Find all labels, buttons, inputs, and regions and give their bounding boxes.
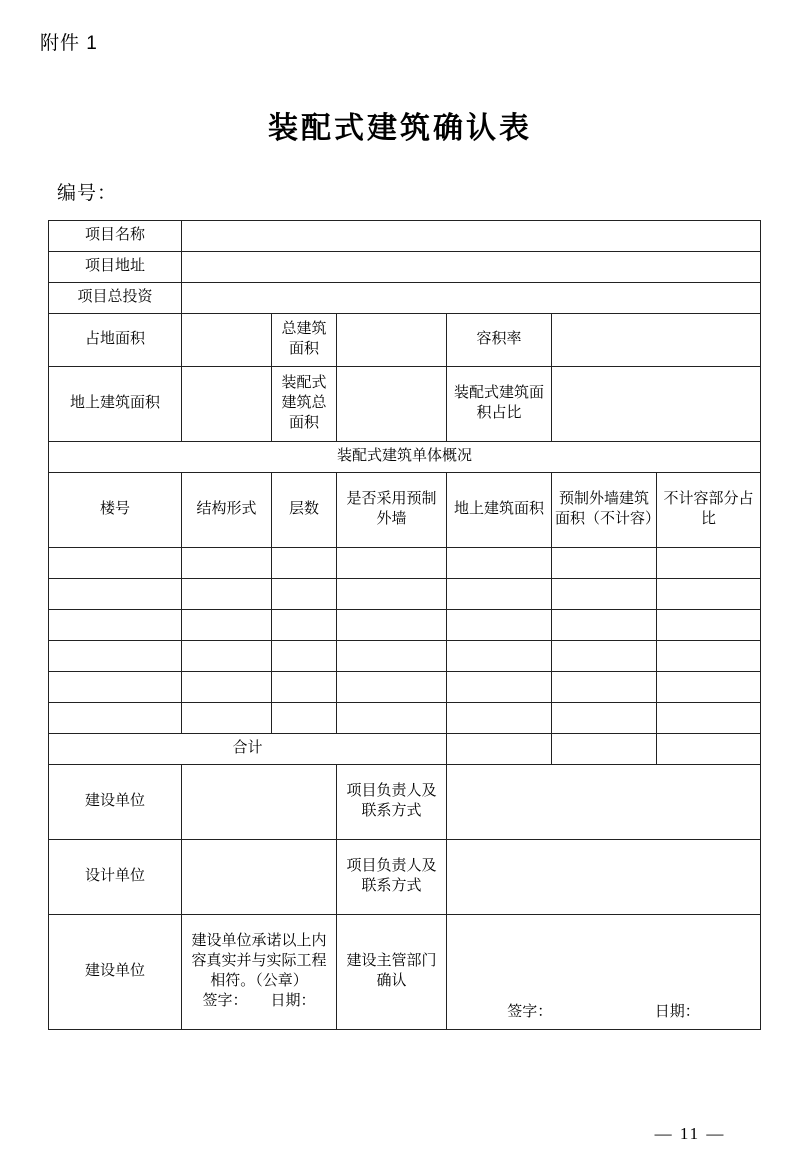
unit-cell-prefab-wall[interactable] [337, 579, 447, 610]
unit-cell-above-ground-area[interactable] [447, 579, 552, 610]
table-row [49, 283, 761, 314]
unit-cell-above-ground-area[interactable] [447, 703, 552, 734]
total-label: 合计 [49, 734, 447, 765]
unit-header-above-ground-area: 地上建筑面积 [447, 473, 552, 548]
unit-cell-excluded-ratio[interactable] [657, 579, 761, 610]
unit-cell-floors[interactable] [272, 548, 337, 579]
unit-cell-building-no[interactable] [49, 703, 182, 734]
table-header-row [49, 473, 761, 548]
table-row [49, 252, 761, 283]
total-above-ground-area[interactable] [447, 734, 552, 765]
table-row [49, 610, 761, 641]
unit-header-floors: 层数 [272, 473, 337, 548]
unit-cell-above-ground-area[interactable] [447, 610, 552, 641]
unit-cell-floors[interactable] [272, 610, 337, 641]
unit-cell-floors[interactable] [272, 579, 337, 610]
above-ground-area-label: 地上建筑面积 [49, 367, 182, 442]
total-investment-value[interactable] [182, 283, 761, 314]
table-row [49, 703, 761, 734]
unit-header-building-no: 楼号 [49, 473, 182, 548]
prefab-area-ratio-value[interactable] [552, 367, 761, 442]
design-unit-label: 设计单位 [49, 840, 182, 915]
table-row [49, 765, 761, 840]
unit-cell-floors[interactable] [272, 641, 337, 672]
page-number: — 11 — [654, 1124, 726, 1143]
site-area-value[interactable] [182, 314, 272, 367]
unit-cell-structure-type[interactable] [182, 703, 272, 734]
unit-cell-prefab-wall-area[interactable] [552, 672, 657, 703]
authority-confirm-label: 建设主管部门确认 [337, 915, 447, 1030]
unit-cell-excluded-ratio[interactable] [657, 672, 761, 703]
unit-cell-structure-type[interactable] [182, 579, 272, 610]
project-name-label: 项目名称 [49, 221, 182, 252]
table-row [49, 221, 761, 252]
plot-ratio-value[interactable] [552, 314, 761, 367]
project-address-label: 项目地址 [49, 252, 182, 283]
table-row [49, 579, 761, 610]
unit-cell-excluded-ratio[interactable] [657, 548, 761, 579]
unit-cell-prefab-wall[interactable] [337, 641, 447, 672]
table-row [49, 915, 761, 1030]
unit-cell-prefab-wall-area[interactable] [552, 641, 657, 672]
table-row [49, 672, 761, 703]
prefab-area-ratio-label: 装配式建筑面积占比 [447, 367, 552, 442]
unit-cell-structure-type[interactable] [182, 548, 272, 579]
unit-cell-structure-type[interactable] [182, 641, 272, 672]
unit-cell-prefab-wall[interactable] [337, 610, 447, 641]
unit-cell-floors[interactable] [272, 703, 337, 734]
serial-number-label: 编号： [57, 183, 118, 204]
commitment-signature-label[interactable]: 签字： [202, 992, 248, 1009]
commitment-date-label[interactable]: 日期： [270, 992, 316, 1009]
unit-header-excluded-ratio: 不计容部分占比 [657, 473, 761, 548]
unit-cell-above-ground-area[interactable] [447, 641, 552, 672]
construction-unit-value[interactable] [182, 765, 337, 840]
design-contact-label: 项目负责人及联系方式 [337, 840, 447, 915]
confirmation-table [48, 220, 761, 1030]
unit-cell-prefab-wall[interactable] [337, 672, 447, 703]
unit-cell-prefab-wall-area[interactable] [552, 548, 657, 579]
commitment-cell [182, 915, 337, 1030]
total-excluded-ratio[interactable] [657, 734, 761, 765]
unit-cell-prefab-wall[interactable] [337, 548, 447, 579]
unit-cell-prefab-wall[interactable] [337, 703, 447, 734]
unit-cell-structure-type[interactable] [182, 610, 272, 641]
page-title: 装配式建筑确认表 [268, 112, 532, 145]
unit-cell-building-no[interactable] [49, 641, 182, 672]
construction-contact-value[interactable] [447, 765, 761, 840]
prefab-total-area-label: 装配式建筑总面积 [272, 367, 337, 442]
unit-overview-label: 装配式建筑单体概况 [49, 442, 761, 473]
construction-unit-label: 建设单位 [49, 765, 182, 840]
unit-cell-building-no[interactable] [49, 579, 182, 610]
authority-signature-label[interactable]: 签字： [507, 1004, 553, 1021]
unit-cell-floors[interactable] [272, 672, 337, 703]
construction-contact-label: 项目负责人及联系方式 [337, 765, 447, 840]
unit-cell-structure-type[interactable] [182, 672, 272, 703]
unit-cell-prefab-wall-area[interactable] [552, 703, 657, 734]
design-unit-value[interactable] [182, 840, 337, 915]
table-row [49, 548, 761, 579]
unit-cell-building-no[interactable] [49, 548, 182, 579]
unit-cell-building-no[interactable] [49, 672, 182, 703]
project-name-value[interactable] [182, 221, 761, 252]
confirm-unit-label: 建设单位 [49, 915, 182, 1030]
authority-date-label[interactable]: 日期： [654, 1004, 700, 1021]
table-row [49, 641, 761, 672]
commitment-text: 建设单位承诺以上内容真实并与实际工程相符。（公章） [191, 933, 327, 989]
unit-header-prefab-wall: 是否采用预制外墙 [337, 473, 447, 548]
total-investment-label: 项目总投资 [49, 283, 182, 314]
table-row-total [49, 734, 761, 765]
unit-cell-above-ground-area[interactable] [447, 548, 552, 579]
above-ground-area-value[interactable] [182, 367, 272, 442]
project-address-value[interactable] [182, 252, 761, 283]
total-building-area-value[interactable] [337, 314, 447, 367]
unit-header-prefab-wall-area: 预制外墙建筑面积（不计容） [552, 473, 657, 548]
unit-cell-building-no[interactable] [49, 610, 182, 641]
table-row [49, 367, 761, 442]
unit-header-structure-type: 结构形式 [182, 473, 272, 548]
authority-confirm-cell [447, 915, 761, 1030]
unit-cell-excluded-ratio[interactable] [657, 703, 761, 734]
prefab-total-area-value[interactable] [337, 367, 447, 442]
plot-ratio-label: 容积率 [447, 314, 552, 367]
design-contact-value[interactable] [447, 840, 761, 915]
total-building-area-label: 总建筑面积 [272, 314, 337, 367]
table-row [49, 840, 761, 915]
total-prefab-wall-area[interactable] [552, 734, 657, 765]
attachment-label: 附件 1 [40, 33, 98, 54]
table-row [49, 442, 761, 473]
unit-cell-excluded-ratio[interactable] [657, 610, 761, 641]
unit-cell-above-ground-area[interactable] [447, 672, 552, 703]
unit-cell-prefab-wall-area[interactable] [552, 579, 657, 610]
table-row [49, 314, 761, 367]
site-area-label: 占地面积 [49, 314, 182, 367]
unit-cell-excluded-ratio[interactable] [657, 641, 761, 672]
unit-cell-prefab-wall-area[interactable] [552, 610, 657, 641]
